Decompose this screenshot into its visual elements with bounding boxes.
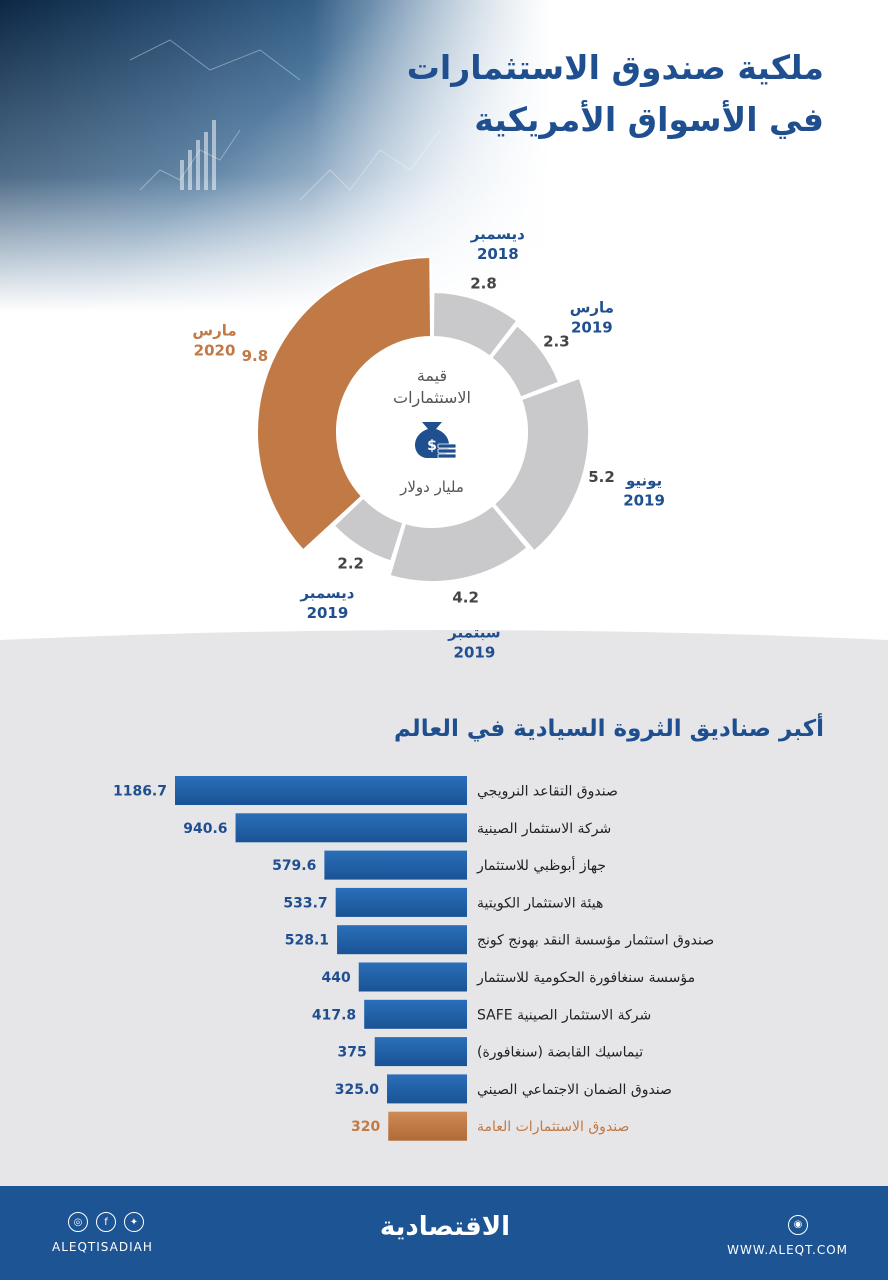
donut-period-year: 2019 [623,491,665,510]
bar [337,925,467,954]
bar-category-label: صندوق التقاعد النرويجي [477,783,618,800]
donut-period-month: ديسمبر [470,225,525,244]
svg-text:$: $ [427,438,437,454]
bar-value-label: 417.8 [311,1007,357,1024]
bar-value-label: 579.6 [272,858,317,875]
bar-category-label: صندوق الاستثمارات العامة [477,1119,630,1136]
donut-value-label: 5.2 [588,468,615,487]
bar-value-label: 325.0 [334,1081,380,1098]
bar-category-label: مؤسسة سنغافورة الحكومية للاستثمار [477,970,696,986]
main-title-line-2: في الأسواق الأمريكية [474,100,824,139]
bar [375,1037,467,1066]
bar-value-label: 320 [351,1119,381,1136]
bar [359,963,467,992]
bar [336,888,467,917]
bar [387,1074,467,1103]
bar-category-label: شركة الاستثمار الصينية SAFE [477,1007,652,1024]
facebook-icon[interactable]: f [96,1212,116,1232]
bar-value-label: 940.6 [183,820,228,837]
donut-value-label: 9.8 [241,347,269,366]
donut-period-year: 2018 [476,245,519,264]
bar-category-label: تيماسيك القابضة (سنغافورة) [477,1044,644,1061]
center-unit-label: مليار دولار [400,478,464,496]
website-link[interactable]: WWW.ALEQT.COM [727,1242,848,1257]
bar-value-label: 528.1 [284,932,330,949]
donut-period-month: مارس [569,298,614,317]
bar-chart [0,770,888,1150]
donut-period-month: مارس [192,321,237,340]
bar [388,1112,467,1141]
footer [0,1186,888,1280]
globe-icon[interactable]: ◉ [788,1215,808,1235]
bar-category-label: صندوق الضمان الاجتماعي الصيني [477,1081,672,1098]
bar [175,776,467,805]
bar-chart-title: أكبر صناديق الثروة السيادية في العالم [394,716,824,742]
social-handle: ALEQTISADIAH [52,1240,153,1254]
footer-website [727,1212,848,1257]
donut-period-month: سبتمبر [448,623,501,642]
donut-period-year: 2020 [193,341,236,360]
bar [364,1000,467,1029]
donut-value-label: 2.2 [337,554,365,573]
donut-period-year: 2019 [306,603,349,622]
bar-value-label: 440 [321,970,351,986]
donut-value-label: 2.3 [543,332,570,351]
bar-value-label: 533.7 [283,895,328,912]
center-label-line-1: قيمة [416,366,448,385]
brand-logo: الاقتصادية [379,1212,511,1242]
footer-social [52,1212,153,1254]
donut-period-month: ديسمبر [300,583,355,602]
donut-period-year: 2019 [570,318,613,337]
bar-category-label: جهاز أبوظبي للاستثمار [477,858,607,875]
bar [324,851,467,880]
donut-period-year: 2019 [453,643,496,662]
donut-period-month: يونيو [625,471,663,490]
bar-category-label: شركة الاستثمار الصينية [477,820,612,837]
bar-category-label: هيئة الاستثمار الكويتية [477,895,604,912]
bar-value-label: 1186.7 [112,783,167,800]
bar-value-label: 375 [337,1044,367,1061]
donut-value-label: 2.8 [470,274,497,293]
bar-category-label: صندوق استثمار مؤسسة النقد بهونج كونج [477,932,715,949]
main-title-line-1: ملكية صندوق الاستثمارات [406,48,824,87]
instagram-icon[interactable]: ◎ [68,1212,88,1232]
center-label-line-2: الاستثمارات [393,388,471,407]
twitter-icon[interactable]: ✦ [124,1212,144,1232]
donut-value-label: 4.2 [452,588,479,607]
bar [236,813,467,842]
